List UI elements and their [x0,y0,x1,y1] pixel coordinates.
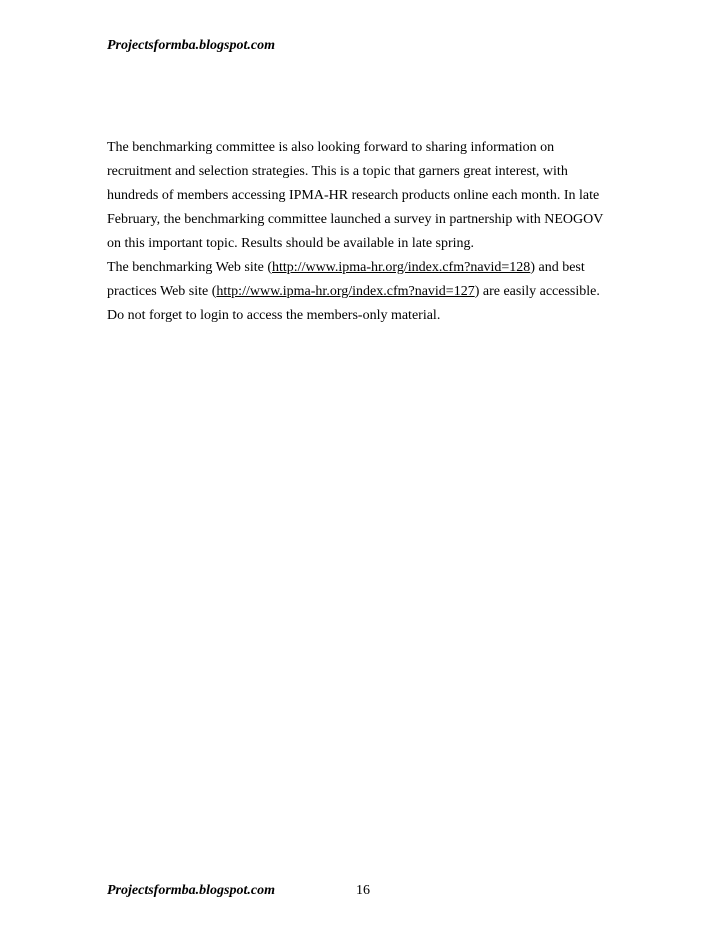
body-line: Do not forget to login to access the members-only material. [107,308,441,323]
body-line-best-practices-site [107,280,627,304]
body-text-segment: ) are easily accessible. [474,284,600,299]
body-line: The benchmarking committee is also looking forward to sharing information on [107,140,555,155]
body-line-benchmarking-site [107,256,627,280]
body-line: on this important topic. Results should be available in late spring. [107,236,475,251]
body-line: hundreds of members accessing IPMA-HR research products online each month. In late [107,188,600,203]
page-number: 16 [356,883,370,898]
body-paragraph [107,136,627,328]
body-text-segment: The benchmarking Web site ( [107,260,273,275]
body-text-segment: ) and best [530,260,585,275]
benchmarking-site-link[interactable]: http://www.ipma-hr.org/index.cfm?navid=128 [272,260,531,275]
page-footer-site: Projectsformba.blogspot.com [107,883,275,898]
best-practices-site-link[interactable]: http://www.ipma-hr.org/index.cfm?navid=127 [216,284,475,299]
body-line: February, the benchmarking committee launched a survey in partnership with NEOGOV [107,212,604,227]
body-line: recruitment and selection strategies. This is a topic that garners great interest, with [107,164,568,179]
body-text-segment: practices Web site ( [107,284,217,299]
page-header-site: Projectsformba.blogspot.com [107,38,275,53]
